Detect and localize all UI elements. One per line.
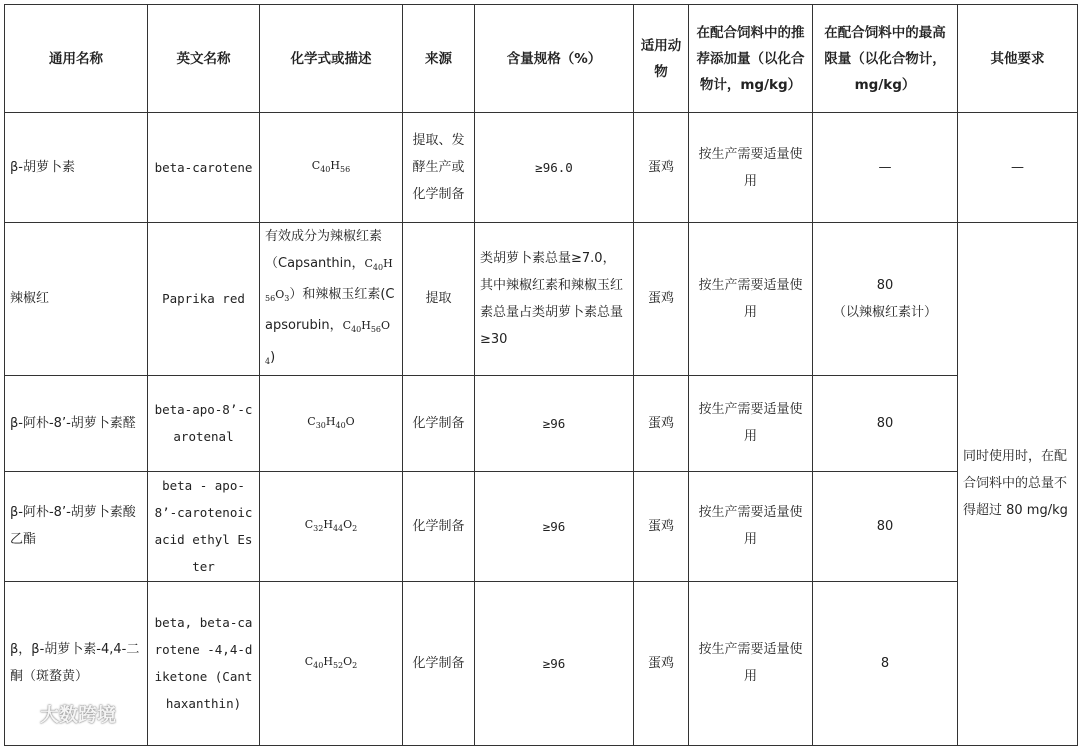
header-cell: 英文名称 (148, 5, 260, 113)
animal: 蛋鸡 (634, 113, 689, 223)
animal: 蛋鸡 (634, 375, 689, 471)
animal: 蛋鸡 (634, 223, 689, 376)
other-requirement: — (958, 113, 1078, 223)
source: 提取 (403, 223, 475, 376)
content-spec: 类胡萝卜素总量≥7.0，其中辣椒红素和辣椒玉红素总量占类胡萝卜素总量≥30 (475, 223, 634, 376)
animal: 蛋鸡 (634, 581, 689, 745)
max-note: （以辣椒红素计） (832, 304, 937, 320)
max-limit: — (813, 113, 958, 223)
recommended-dose: 按生产需要适量使用 (689, 375, 813, 471)
common-name: β，β-胡萝卜素-4,4-二酮（斑蝥黄） (5, 581, 148, 745)
content-spec: ≥96.0 (475, 113, 634, 223)
formula: $C_{40}H_{52}O_2$ (260, 581, 403, 745)
header-cell: 在配合饲料中的最高限量（以化合物计，mg/kg） (813, 5, 958, 113)
english-name: beta-carotene (148, 113, 260, 223)
table-row (5, 113, 1078, 223)
english-name: beta, beta-carotene -4,4-diketone (Canthaxanthin) (148, 581, 260, 745)
source: 化学制备 (403, 375, 475, 471)
animal: 蛋鸡 (634, 471, 689, 581)
formula: $C_{32}H_{44}O_2$ (260, 471, 403, 581)
max-limit: 80 (813, 375, 958, 471)
header-cell: 化学式或描述 (260, 5, 403, 113)
header-cell: 来源 (403, 5, 475, 113)
header-cell: 通用名称 (5, 5, 148, 113)
max-limit: 8 (813, 581, 958, 745)
table-header-row (5, 5, 1078, 113)
content-spec: ≥96 (475, 581, 634, 745)
source: 化学制备 (403, 581, 475, 745)
max-value: 80 (876, 277, 894, 293)
max-limit (813, 223, 958, 376)
common-name: β-阿朴-8’-胡萝卜素酸乙酯 (5, 471, 148, 581)
formula: $C_{40}H_{56}$ (260, 113, 403, 223)
merged-other-requirement: 同时使用时，在配合饲料中的总量不得超过 80 mg/kg (958, 223, 1078, 746)
formula: $C_{30}H_{40}O$ (260, 375, 403, 471)
recommended-dose: 按生产需要适量使用 (689, 471, 813, 581)
additive-table (4, 4, 1078, 746)
source: 化学制备 (403, 471, 475, 581)
watermark (10, 700, 116, 727)
header-cell: 其他要求 (958, 5, 1078, 113)
content-spec: ≥96 (475, 375, 634, 471)
source: 提取、发酵生产或化学制备 (403, 113, 475, 223)
table-row (5, 581, 1078, 745)
english-name: Paprika red (148, 223, 260, 376)
watermark-text: 大数跨境 (40, 704, 117, 726)
table-row (5, 375, 1078, 471)
header-cell: 适用动物 (634, 5, 689, 113)
watermark-logo-icon (10, 704, 36, 724)
english-name: beta - apo-8’-carotenoic acid ethyl Ester (148, 471, 260, 581)
recommended-dose: 按生产需要适量使用 (689, 223, 813, 376)
header-cell: 含量规格（%） (475, 5, 634, 113)
recommended-dose: 按生产需要适量使用 (689, 113, 813, 223)
max-limit: 80 (813, 471, 958, 581)
common-name: β-胡萝卜素 (5, 113, 148, 223)
header-cell: 在配合饲料中的推荐添加量（以化合物计，mg/kg） (689, 5, 813, 113)
table-row (5, 223, 1078, 376)
content-spec: ≥96 (475, 471, 634, 581)
table-row (5, 471, 1078, 581)
recommended-dose: 按生产需要适量使用 (689, 581, 813, 745)
formula-description: 有效成分为辣椒红素（Capsanthin，$C_{40}H_{56}O_3$）和辣椒玉红素(Capsorubin，$C_{40}H_{56}O_4$) (260, 223, 403, 376)
common-name: β-阿朴-8’-胡萝卜素醛 (5, 375, 148, 471)
common-name: 辣椒红 (5, 223, 148, 376)
english-name: beta-apo-8’-carotenal (148, 375, 260, 471)
